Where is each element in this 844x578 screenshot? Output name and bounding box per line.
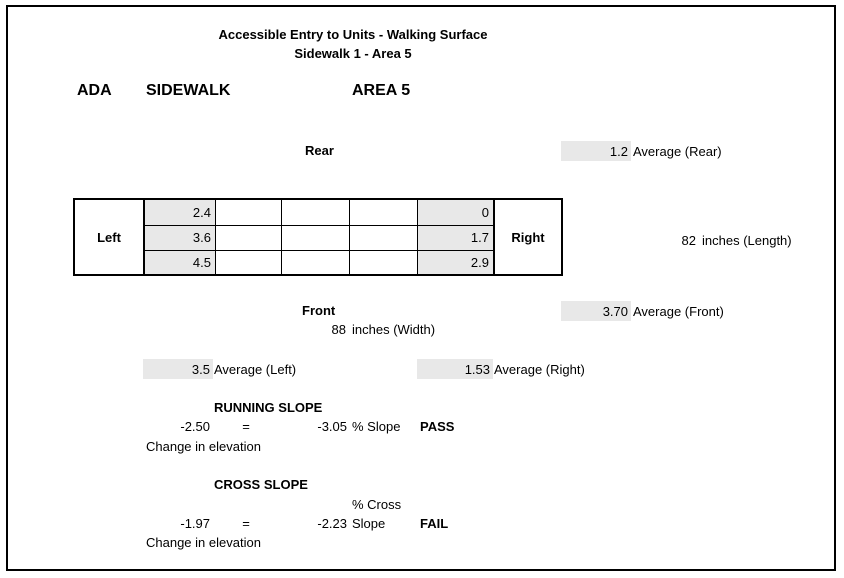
running-slope-title: RUNNING SLOPE [214, 400, 323, 415]
left-measure-1: 2.4 [192, 205, 211, 220]
grid-divider [349, 200, 350, 274]
left-avg-label: Average (Left) [214, 362, 297, 377]
rear-label: Rear [305, 143, 334, 158]
cross-slope-result: FAIL [420, 516, 449, 531]
sheet-frame [6, 5, 836, 571]
cross-slope-change: -1.97 [180, 516, 210, 531]
front-avg-value: 3.70 [602, 304, 628, 319]
length-value: 82 [681, 233, 696, 248]
left-label: Left [97, 230, 121, 245]
width-label: inches (Width) [352, 322, 436, 337]
running-slope-change: -2.50 [180, 419, 210, 434]
rear-avg-value: 1.2 [609, 144, 628, 159]
grid-divider [215, 200, 216, 274]
ada-label: ADA [77, 82, 112, 99]
cross-slope-unit-line1: % Cross [352, 497, 402, 512]
right-measure-3: 2.9 [470, 255, 489, 270]
right-label: Right [511, 230, 545, 245]
right-avg-value: 1.53 [464, 362, 490, 377]
cross-slope-value: -2.23 [317, 516, 347, 531]
sidewalk-label: SIDEWALK [146, 82, 231, 99]
left-measure-2: 3.6 [192, 230, 211, 245]
sheet-subtitle: Sidewalk 1 - Area 5 [294, 46, 412, 61]
right-avg-label: Average (Right) [494, 362, 585, 377]
left-avg-value: 3.5 [191, 362, 210, 377]
running-slope-equals: = [242, 419, 250, 434]
running-slope-note: Change in elevation [146, 439, 261, 454]
front-label: Front [302, 303, 336, 318]
front-avg-label: Average (Front) [633, 304, 724, 319]
width-value: 88 [331, 322, 346, 337]
right-measure-1: 0 [481, 205, 489, 220]
cross-slope-note: Change in elevation [146, 535, 261, 550]
running-slope-unit: % Slope [352, 419, 401, 434]
grid-divider [281, 200, 282, 274]
left-measure-3: 4.5 [192, 255, 211, 270]
cross-slope-unit-line2: Slope [352, 516, 386, 531]
measurement-grid [73, 198, 563, 276]
running-slope-value: -3.05 [317, 419, 347, 434]
cross-slope-title: CROSS SLOPE [214, 477, 308, 492]
cross-slope-equals: = [242, 516, 250, 531]
sheet-title: Accessible Entry to Units - Walking Surface [218, 27, 488, 42]
area-label: AREA 5 [352, 82, 411, 99]
rear-avg-label: Average (Rear) [633, 144, 722, 159]
length-label: inches (Length) [702, 233, 792, 248]
right-measure-2: 1.7 [470, 230, 489, 245]
running-slope-result: PASS [420, 419, 455, 434]
